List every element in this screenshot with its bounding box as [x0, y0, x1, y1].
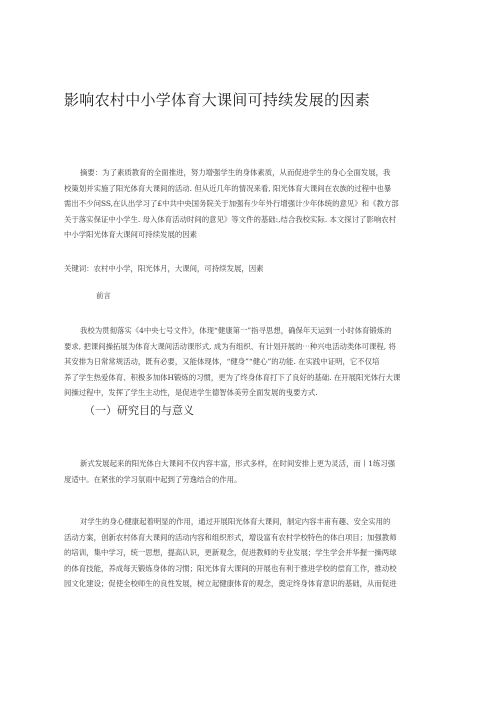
abstract-line: 摘要：为了素质教育的全面推进，努力增强学生的身体素质，从而促进学生的身心全面发展，我 [80, 168, 391, 177]
preface-line: 间操过程中，发挥了学生主动性，是促进学生德智体美劳全面发展的曳要方式. [64, 388, 318, 398]
section-heading: （一）研究目的与意义 [84, 404, 194, 417]
preface-heading: 前言 [96, 291, 111, 300]
abstract-line: 中小学阳光体育大课间可持续发展的因素 [64, 230, 198, 240]
section-line: 对学生的身心健康起着明显的作用，通过开展阳光体育大课间，制定内容丰甫有趣、安全实用的 [80, 517, 391, 526]
preface-line: 其安排为日常常规活动，既有必要，又能体现体，“健身”“健心”的功能. 在实践中证明，它不仅培 [64, 357, 380, 367]
section-line: 园文化建设；促使全校师生的良性发展，树立起健康体育的观念，奠定终身体育意识的基础，从而促进 [64, 579, 397, 589]
abstract-paragraph [64, 165, 456, 243]
preface-paragraph [64, 323, 456, 401]
section-line: 度适中。在紧张的学习氛雨中起到了劳逸结合的作用。 [64, 474, 242, 484]
section-line: 活动方案，创新农村体育大课间的活动内容和组织形式，增设富有农村学校特色的体白项目；加强教师 [64, 532, 397, 542]
preface-line: 我校为贯彻落实《4中央七号文件》，体现“健康第一”指寻思想，确保年天运到一小时体育锻炼的 [80, 326, 392, 335]
preface-line: 养了学生热爱体育、积极多加体H锻炼的习惯，更为了终身体育打下了良好的基础. 在开展阳光体行大课 [64, 372, 401, 382]
keywords-paragraph [64, 261, 456, 277]
section-line: 的培训，集中学习，统一思想，提高认识，更新观念，促进教师的专业发展；学生学会并华握一操两球 [64, 548, 397, 558]
section-line: 新式发展起来的阳光体白大课间不仅内容丰富，形式多样，在时间安排上更为灵活，而丨1练习强 [80, 459, 396, 468]
abstract-line: 校策划并实施了阳光体育大课间的活动. 但从近几年的情况来看, 阳光体育大课间在农族的过程中也暴 [64, 183, 392, 193]
document-title: 影响农村中小学体育大课间可持续发展的因素 [64, 91, 371, 109]
section-line: 的体育技能，养成每天锻炼身体的习惯；阳光体育大课间的开展也有利于推进学校的偿育工作，推动校 [64, 563, 397, 573]
abstract-line: 关于落实保证中小学生. 母入体育活动时间的意见》等文件的基础:,结合我校实际. 本文探讨了影响农村 [64, 214, 397, 224]
keywords-line: 关键词：农村中小学，阳光体月，大课间，可持续发展，因素 [64, 264, 264, 273]
section-paragraph-2 [64, 514, 456, 592]
preface-line: 要求, 把课间操拓展为体育大课间活动课形式, 成为有组织、有计划开展的⋯种兴电活动类体可课程, 将 [64, 341, 396, 351]
abstract-line: 需出不少问SS,在认出学习了£中共中央国务院关于加强有少年外行增强计少年体统的意见》和《教方部 [64, 199, 399, 209]
section-paragraph-1 [64, 456, 456, 487]
